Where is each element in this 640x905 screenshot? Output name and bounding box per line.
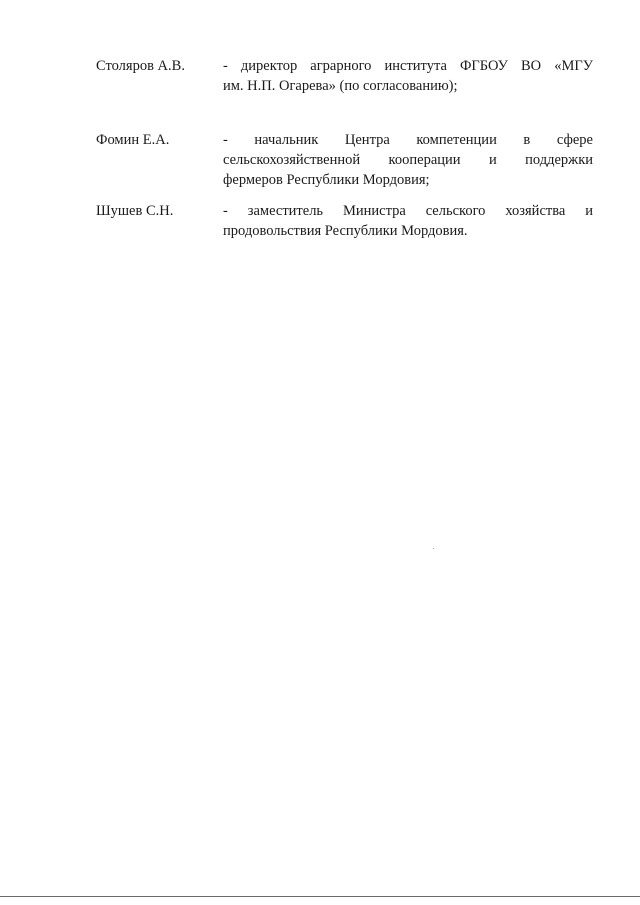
position-line: - директор аграрного института ФГБОУ ВО «МГУ bbox=[223, 58, 593, 74]
position-line: им. Н.П. Огарева» (по согласованию); bbox=[223, 78, 458, 94]
member-name: Столяров А.В. bbox=[96, 58, 185, 74]
position-line: продовольствия Республики Мордовия. bbox=[223, 223, 468, 239]
page-bottom-edge bbox=[0, 896, 640, 897]
member-position bbox=[223, 56, 593, 96]
member-position bbox=[223, 130, 593, 190]
position-line: - начальник Центра компетенции в сфере bbox=[223, 132, 593, 148]
member-name: Шушев С.Н. bbox=[96, 203, 174, 219]
position-line: фермеров Республики Мордовия; bbox=[223, 172, 430, 188]
member-position bbox=[223, 201, 593, 241]
scan-speck bbox=[433, 548, 434, 549]
position-line: сельскохозяйственной кооперации и поддержки bbox=[223, 152, 593, 168]
position-line: - заместитель Министра сельского хозяйства и bbox=[223, 203, 593, 219]
member-name: Фомин Е.А. bbox=[96, 132, 170, 148]
